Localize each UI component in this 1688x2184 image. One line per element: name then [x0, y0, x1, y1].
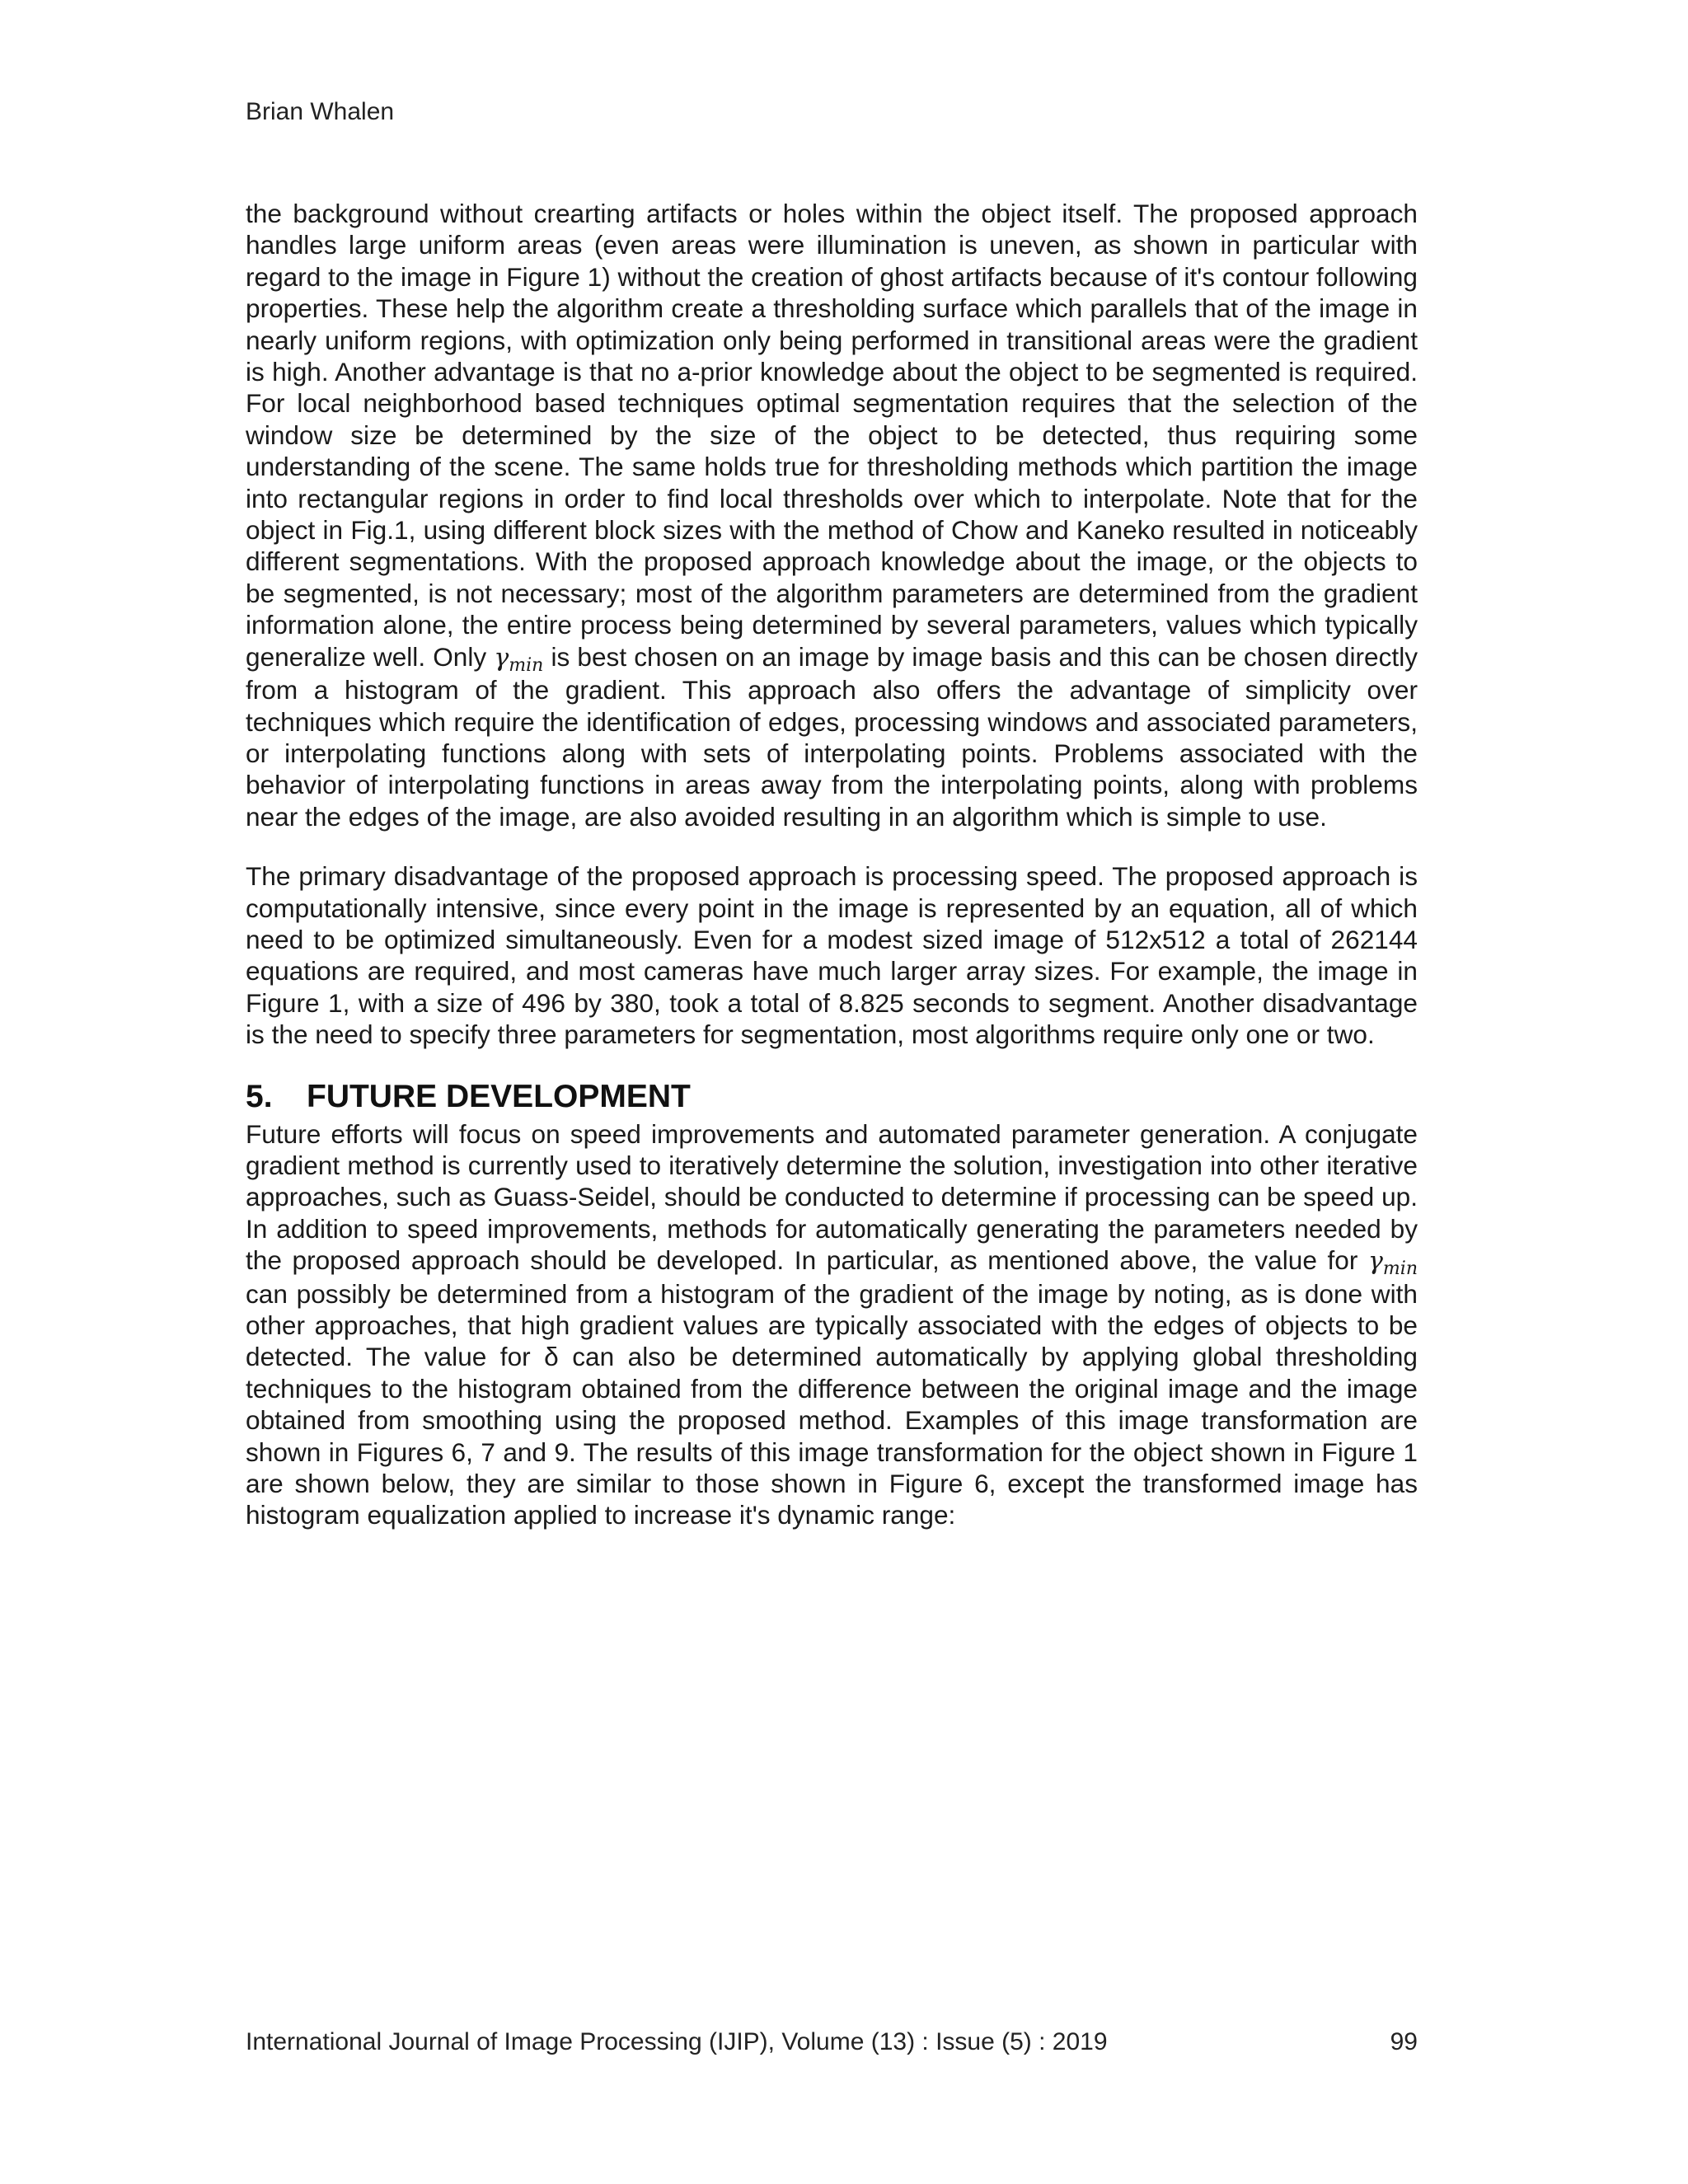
paragraph-advantages	[246, 198, 1418, 832]
body-text	[246, 198, 1418, 1559]
paragraph-advantages-part2: is best chosen on an image by image basis and this can be chosen directly from a histogram of the gradient. This approach also offers the advantage of simplicity over techniques which require the identification of edges, processing windows and associated parameters, or interpolating functions along with sets of interpolating points. Problems associated with the behavior of interpolating functions in areas away from the interpolating points, along with problems near the edges of the image, are also avoided resulting in an algorithm which is simple to use.	[246, 641, 1418, 832]
footer-journal-citation: International Journal of Image Processing (IJIP), Volume (13) : Issue (5) : 2019	[246, 2028, 1108, 2055]
gamma-glyph: γ	[494, 643, 509, 673]
gamma-min-symbol-2	[1367, 1247, 1418, 1280]
paragraph-future-part1: Future efforts will focus on speed improvements and automated parameter generation. A conjugate gradient method is currently used to iteratively determine the solution, investigation into other iterative approaches, such as Guass-Seidel, should be conducted to determine if processing can be speed up. In addition to speed improvements, methods for automatically generating the parameters needed by the proposed approach should be developed. In particular, as mentioned above, the value for	[246, 1118, 1418, 1276]
section-number: 5.	[246, 1078, 273, 1114]
paragraph-future-development	[246, 1118, 1418, 1531]
paragraph-future-part2: can possibly be determined from a histogram of the gradient of the image by noting, as is done with other approaches, that high gradient values are typically associated with the edges of objects to be detected. The value for δ can also be determined automatically by applying global thresholding techniques to the histogram obtained from the difference between the original image and the image obtained from smoothing using the proposed method. Examples of this image transformation are shown in Figures 6, 7 and 9. The results of this image transformation for the object shown in Figure 1 are shown below, they are similar to those shown in Figure 6, except the transformed image has histogram equalization applied to increase it's dynamic range:	[246, 1278, 1418, 1530]
gamma-subscript: min	[509, 654, 544, 676]
gamma-glyph-2: γ	[1367, 1247, 1383, 1277]
gamma-subscript-2: min	[1382, 1258, 1418, 1280]
paragraph-advantages-part1: the background without crearting artifacts or holes within the object itself. The proposed approach handles large uniform areas (even areas were illumination is uneven, as shown in particular with regard to the image in Figure 1) without the creation of ghost artifacts because of it's contour following properties. These help the algorithm create a thresholding surface which parallels that of the image in nearly uniform regions, with optimization only being performed in transitional areas were the gradient is high. Another advantage is that no a-prior knowledge about the object to be segmented is required. For local neighborhood based techniques optimal segmentation requires that the selection of the window size be determined by the size of the object to be detected, thus requiring some understanding of the scene. The same holds true for thresholding methods which partition the image into rectangular regions in order to find local thresholds over which to interpolate. Note that for the object in Fig.1, using different block sizes with the method of Chow and Kaneko resulted in noticeably different segmentations. With the proposed approach knowledge about the image, or the objects to be segmented, is not necessary; most of the algorithm parameters are determined from the gradient information alone, the entire process being determined by several parameters, values which typically generalize well. Only	[246, 199, 1418, 672]
section-heading	[246, 1079, 1418, 1115]
paragraph-disadvantages: The primary disadvantage of the proposed approach is processing speed. The proposed approach is computationally intensive, since every point in the image is represented by an equation, all of which need to be optimized simultaneously. Even for a modest sized image of 512x512 a total of 262144 equations are required, and most cameras have much larger array sizes. For example, the image in Figure 1, with a size of 496 by 380, took a total of 8.825 seconds to segment. Another disadvantage is the need to specify three parameters for segmentation, most algorithms require only one or two.	[246, 861, 1418, 1050]
section-title: FUTURE DEVELOPMENT	[307, 1078, 691, 1114]
gamma-min-symbol	[494, 643, 544, 676]
running-header-author: Brian Whalen	[246, 98, 395, 125]
footer-page-number: 99	[1390, 2028, 1418, 2055]
